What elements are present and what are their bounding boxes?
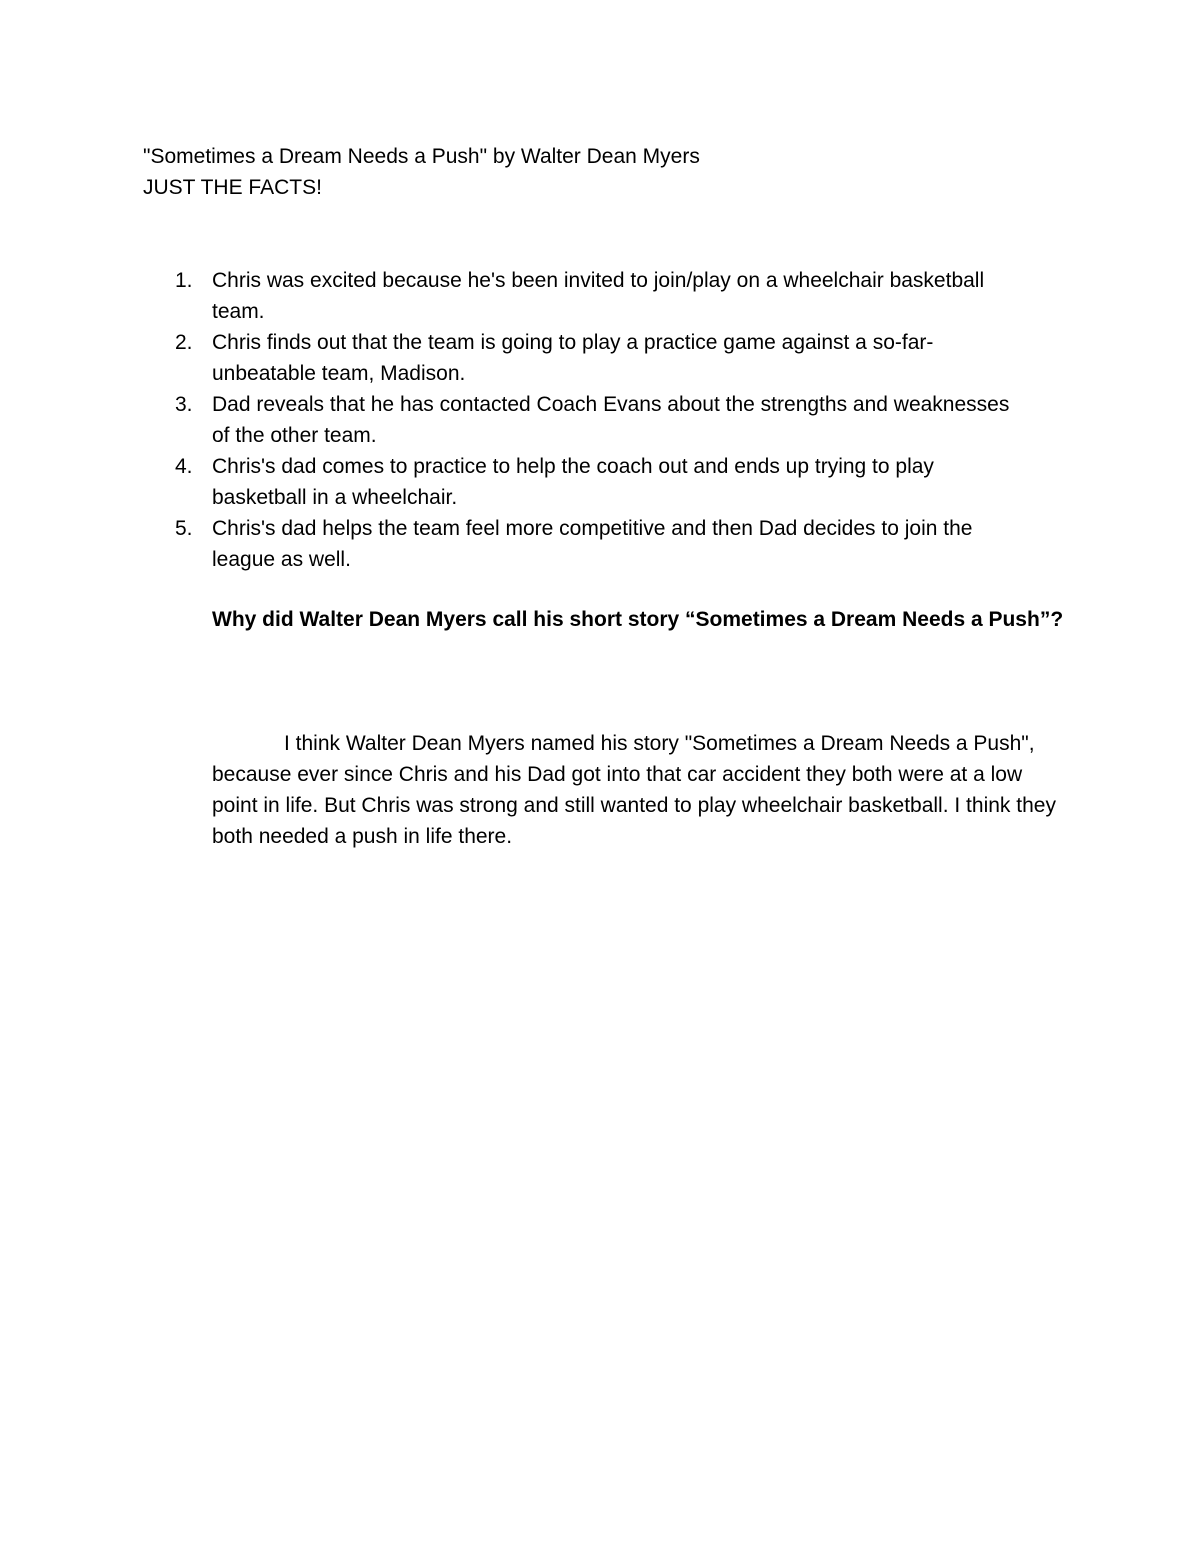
list-item-number: 1. (175, 269, 193, 292)
document-header (143, 141, 1043, 203)
list-item (143, 327, 1032, 389)
story-title-line: "Sometimes a Dream Needs a Push" by Walter Dean Myers (143, 145, 700, 168)
section-heading: JUST THE FACTS! (143, 176, 322, 199)
list-item-text: Chris's dad comes to practice to help the coach out and ends up trying to play basketball in a wheelchair. (212, 455, 934, 509)
essay-answer: I think Walter Dean Myers named his story "Sometimes a Dream Needs a Push", because ever since Chris and his Dad got into that car accident they both were at a low point in life. But Chris was strong and still wanted to play wheelchair basketball. I think they both needed a push in life there. (212, 732, 1056, 848)
essay-question: Why did Walter Dean Myers call his short story “Sometimes a Dream Needs a Push”? (212, 608, 1064, 631)
list-item-text: Dad reveals that he has contacted Coach Evans about the strengths and weaknesses of the other team. (212, 393, 1010, 447)
list-item-text: Chris finds out that the team is going to play a practice game against a so-far-unbeatable team, Madison. (212, 331, 934, 385)
list-item-text: Chris's dad helps the team feel more competitive and then Dad decides to join the league as well. (212, 517, 973, 571)
list-item-number: 4. (175, 455, 193, 478)
list-item (143, 389, 1032, 451)
list-item-number: 5. (175, 517, 193, 540)
list-item (143, 265, 1032, 327)
list-item-text: Chris was excited because he's been invited to join/play on a wheelchair basketball team. (212, 269, 985, 323)
list-item-number: 2. (175, 331, 193, 354)
list-item (143, 513, 1032, 575)
facts-list (143, 265, 1043, 575)
list-item-number: 3. (175, 393, 193, 416)
list-item (143, 451, 1032, 513)
